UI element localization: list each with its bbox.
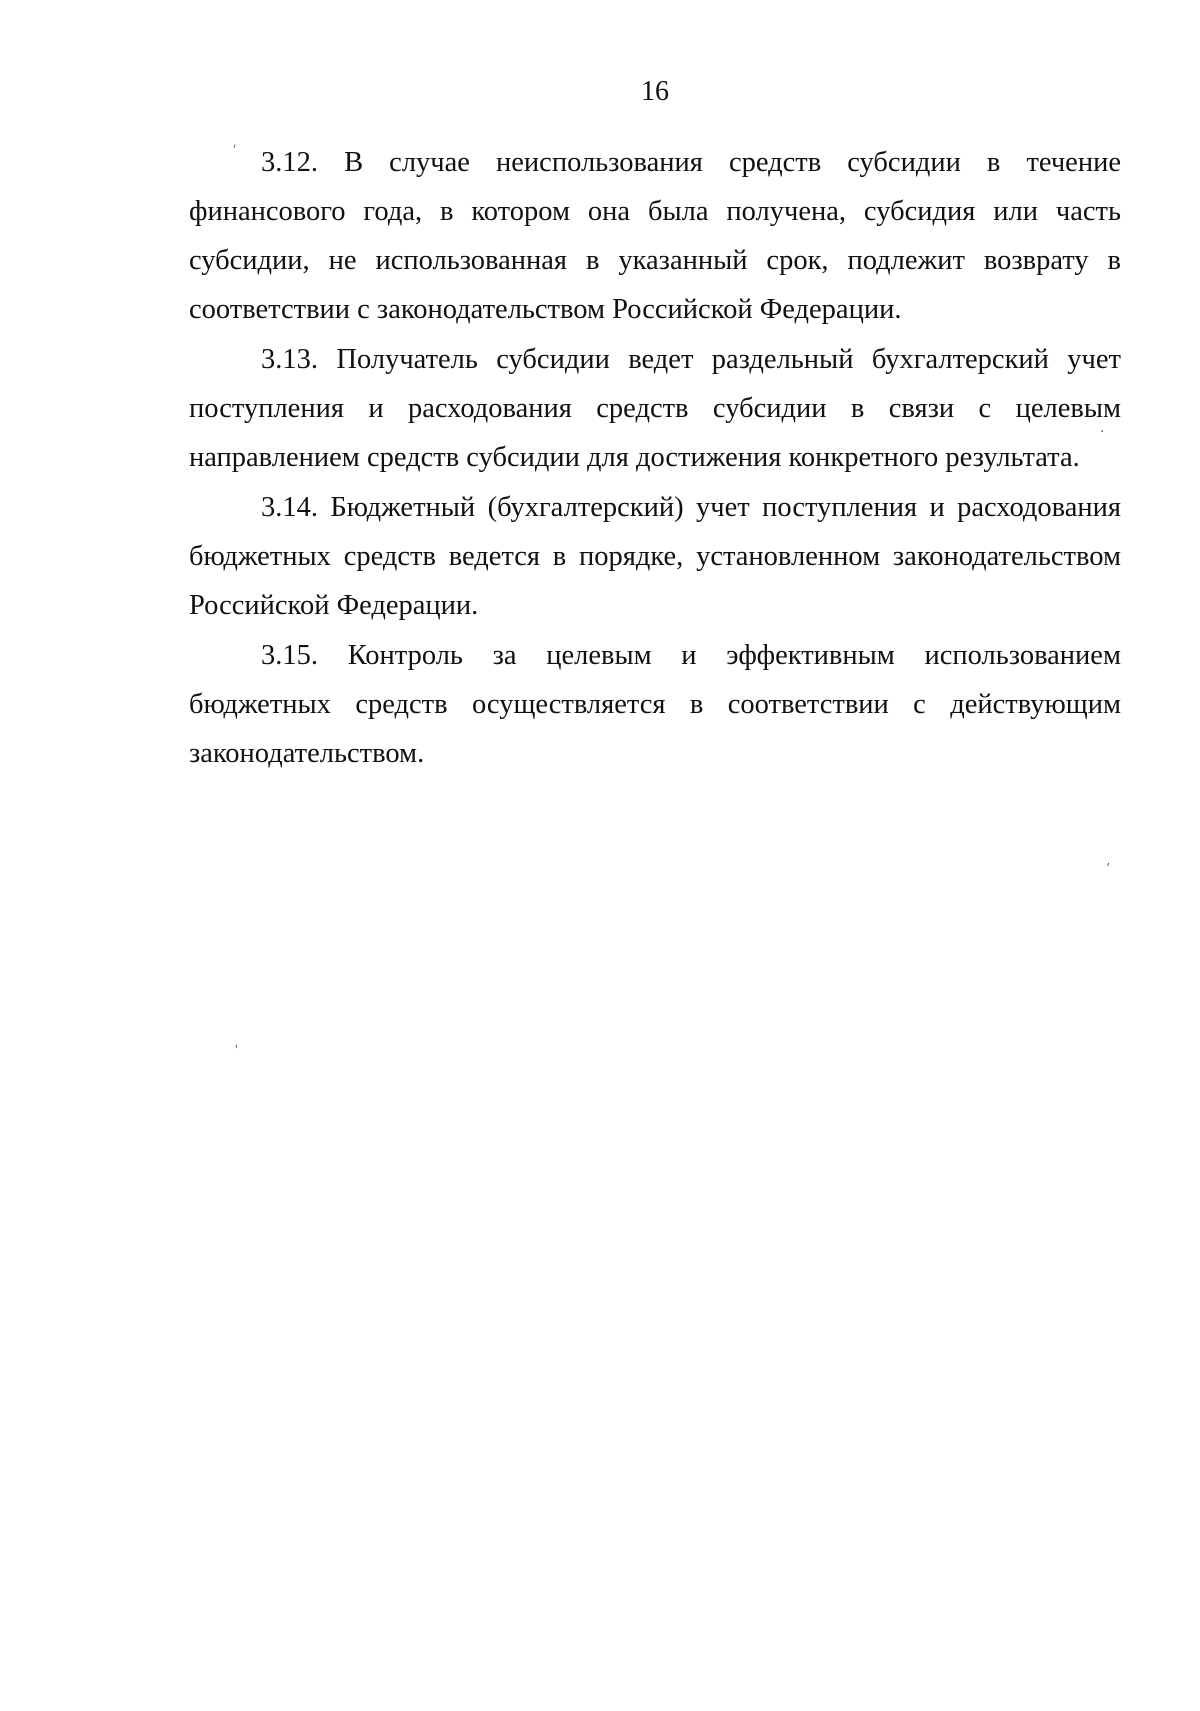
paragraph-3-15: 3.15. Контроль за целевым и эффективным использованием бюджетных средств осуществляется в соответствии с действующим законодательством. [189, 640, 1121, 769]
paragraph-3-13: 3.13. Получатель субсидии ведет раздельный бухгалтерский учет поступления и расходования средств субсидии в связи с целевым направлением средств субсидии для достижения конкретного результата. [189, 344, 1121, 473]
scan-speck-mark: ˏ [1099, 850, 1112, 868]
paragraph-3-14: 3.14. Бюджетный (бухгалтерский) учет поступления и расходования бюджетных средств ведется в порядке, установленном законодательством Российской Федерации. [189, 492, 1121, 621]
scan-speck-mark: · [1100, 424, 1105, 440]
page-number: 16 [641, 76, 669, 107]
document-body [189, 138, 1121, 779]
scan-speck-mark: ˏ [225, 1033, 240, 1051]
paragraph-3-12: 3.12. В случае неиспользования средств субсидии в течение финансового года, в котором она была получена, субсидия или часть субсидии, не использованная в указанный срок, подлежит возврату в соответствии с законодательством Российской Федерации. [189, 147, 1121, 325]
scan-speck-mark: ˏ [224, 132, 239, 150]
